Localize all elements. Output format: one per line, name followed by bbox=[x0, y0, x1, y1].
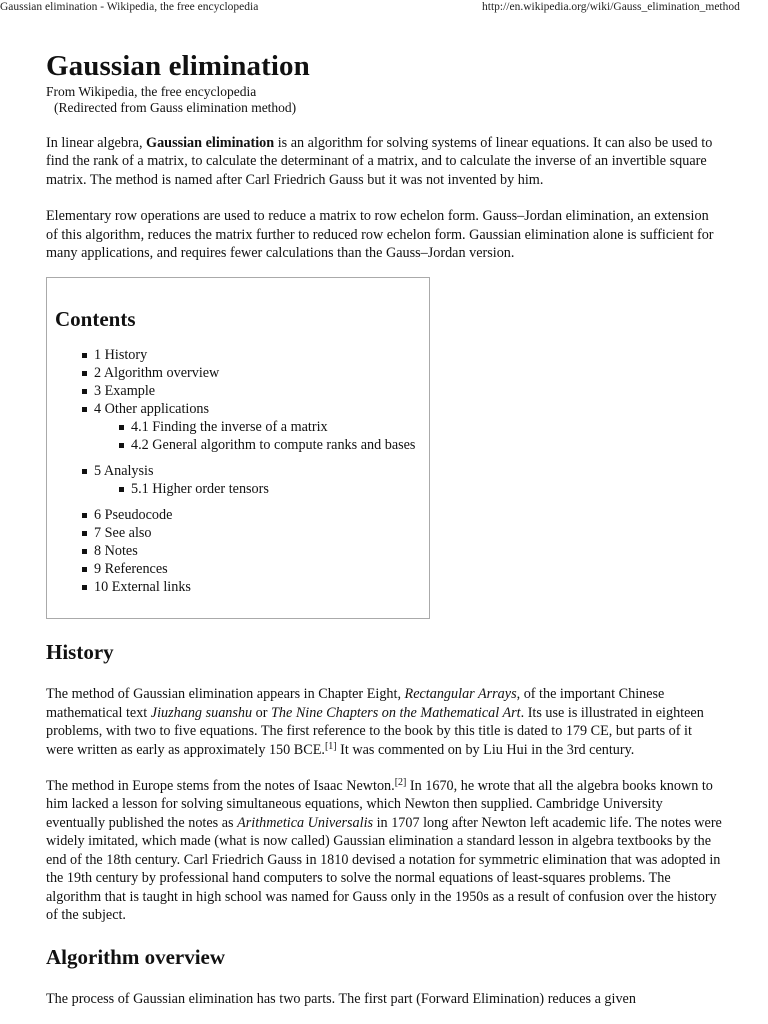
bullet-icon bbox=[82, 585, 87, 590]
paragraph-text: in 1707 long after Newton left academic life. The notes were widely imitated, which made (what is now called) Gaussian elimination a standard lesson in algebra textbooks by the end of the 18th century. Carl Friedrich Gauss in 1810 devised a notation for symmetric elimination that was adopted in the 19th century by professional hand computers to solve the normal equations of least-squares problems. The algorithm that is taught in high school was named for Gauss only in the 1950s as a result of confusion over the history of the subject. bbox=[46, 814, 722, 923]
bullet-icon bbox=[82, 407, 87, 412]
italic-title: Arithmetica Universalis bbox=[237, 814, 374, 831]
toc-item-example[interactable] bbox=[55, 382, 429, 400]
toc-item-label: 5.1 Higher order tensors bbox=[131, 481, 269, 498]
bullet-icon bbox=[82, 389, 87, 394]
print-header-url[interactable]: http://en.wikipedia.org/wiki/Gauss_elimination_method bbox=[482, 1, 740, 13]
toc-item-label: 4.1 Finding the inverse of a matrix bbox=[131, 419, 328, 436]
toc-item-label: 4 Other applications bbox=[94, 401, 210, 418]
bullet-icon bbox=[82, 567, 87, 572]
toc-item-label: 2 Algorithm overview bbox=[94, 365, 220, 382]
toc-item-other-applications bbox=[55, 400, 429, 454]
toc-item-label: 1 History bbox=[94, 347, 148, 364]
paragraph-text: In 1670, he wrote that all the algebra books known to him lacked a lesson for solving simultaneous equations, which Newton then supplied. Cambridge University eventually published the notes as bbox=[46, 778, 713, 831]
toc-item-row[interactable] bbox=[55, 400, 429, 418]
toc-sublist bbox=[55, 480, 429, 498]
toc-item-label: 3 Example bbox=[94, 383, 156, 400]
toc-item-label: 6 Pseudocode bbox=[94, 507, 173, 524]
intro-paragraph-2: Elementary row operations are used to reduce a matrix to row echelon form. Gauss–Jordan elimination, an extension of this algorithm, reduces the matrix further to reduced row echelon form. Gaussian elimination alone is sufficient for many applications, and requires fewer calculations than the Gauss–Jordan version. bbox=[46, 208, 714, 262]
article-content bbox=[46, 48, 722, 1009]
toc-item-higher-order-tensors[interactable] bbox=[55, 480, 429, 498]
history-paragraph-2 bbox=[46, 777, 722, 924]
algorithm-paragraph-1: The process of Gaussian elimination has two parts. The first part (Forward Elimination) reduces a given bbox=[46, 991, 636, 1008]
bullet-icon bbox=[82, 513, 87, 518]
paragraph-text: It was commented on by Liu Hui in the 3rd century. bbox=[336, 741, 635, 758]
toc-item-label: 8 Notes bbox=[94, 543, 138, 560]
site-subtitle: From Wikipedia, the free encyclopedia bbox=[46, 84, 257, 99]
toc-item-references[interactable] bbox=[55, 560, 429, 578]
toc-item-see-also[interactable] bbox=[55, 524, 429, 542]
intro-text: In linear algebra, bbox=[46, 135, 147, 151]
toc-sublist bbox=[55, 418, 429, 454]
toc-list bbox=[55, 346, 429, 596]
bullet-icon bbox=[82, 531, 87, 536]
bullet-icon bbox=[82, 549, 87, 554]
citation-ref-2[interactable]: [2] bbox=[394, 777, 407, 789]
toc-item-label: 4.2 General algorithm to compute ranks and bases bbox=[131, 437, 416, 454]
toc-item-history[interactable] bbox=[55, 346, 429, 364]
bullet-icon bbox=[82, 371, 87, 376]
print-header bbox=[0, 0, 768, 14]
bullet-icon bbox=[119, 443, 124, 448]
section-heading-history: History bbox=[46, 640, 114, 665]
paragraph-text: The method in Europe stems from the notes of Isaac Newton. bbox=[46, 778, 395, 795]
toc-item-pseudocode[interactable] bbox=[55, 506, 429, 524]
toc-item-label: 9 References bbox=[94, 561, 168, 578]
history-paragraph-1 bbox=[46, 685, 722, 759]
paragraph-text: , of the important Chinese mathematical text bbox=[46, 686, 665, 721]
toc-item-label: 10 External links bbox=[94, 579, 191, 596]
section-heading-algorithm-overview: Algorithm overview bbox=[46, 945, 226, 970]
table-of-contents bbox=[46, 277, 430, 619]
redirect-note[interactable]: (Redirected from Gauss elimination method) bbox=[54, 100, 297, 115]
print-header-title: Gaussian elimination - Wikipedia, the free encyclopedia bbox=[0, 1, 259, 13]
page-title: Gaussian elimination bbox=[46, 50, 310, 82]
paragraph-text: The method of Gaussian elimination appears in Chapter Eight, bbox=[46, 686, 405, 703]
paragraph-text: . Its use is illustrated in eighteen problems, with two to five equations. The first reference to the book by this title is dated to 179 CE, but parts of it were written as early as approximately 150 BCE. bbox=[46, 704, 704, 758]
toc-item-label: 7 See also bbox=[94, 525, 152, 542]
italic-title: Rectangular Arrays bbox=[404, 686, 517, 703]
toc-item-row[interactable] bbox=[55, 462, 429, 480]
bullet-icon bbox=[82, 353, 87, 358]
italic-title: Jiuzhang suanshu bbox=[150, 704, 253, 721]
italic-title: The Nine Chapters on the Mathematical Art bbox=[271, 704, 521, 721]
bullet-icon bbox=[119, 487, 124, 492]
citation-ref-1[interactable]: [1] bbox=[324, 740, 337, 752]
toc-item-external-links[interactable] bbox=[55, 578, 429, 596]
toc-item-label: 5 Analysis bbox=[94, 463, 154, 480]
toc-item-algorithm-overview[interactable] bbox=[55, 364, 429, 382]
toc-item-finding-inverse[interactable] bbox=[55, 418, 429, 436]
intro-paragraph-1 bbox=[46, 134, 722, 189]
bullet-icon bbox=[119, 425, 124, 430]
toc-item-analysis bbox=[55, 462, 429, 498]
toc-title: Contents bbox=[55, 307, 136, 332]
paragraph-text: or bbox=[252, 704, 272, 721]
intro-bold-term: Gaussian elimination bbox=[146, 135, 275, 151]
bullet-icon bbox=[82, 469, 87, 474]
toc-item-general-algorithm[interactable] bbox=[55, 436, 429, 454]
intro-text: is an algorithm for solving systems of linear equations. It can also be used to find the rank of a matrix, to calculate the determinant of a matrix, and to calculate the inverse of an invertible square matrix. The method is named after Carl Friedrich Gauss but it was not invented by him. bbox=[46, 135, 713, 188]
toc-item-notes[interactable] bbox=[55, 542, 429, 560]
